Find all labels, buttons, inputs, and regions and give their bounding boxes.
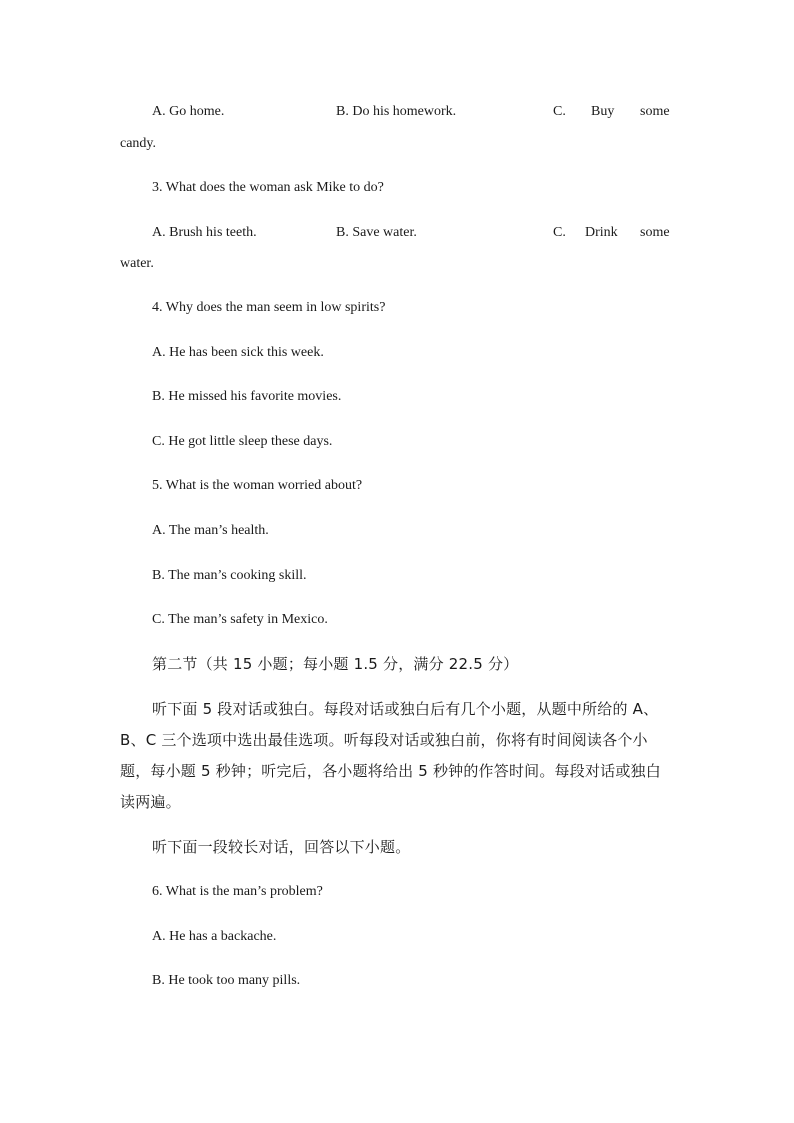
q3-option-c-letter: C. — [553, 225, 566, 240]
q2-option-c-word1: Buy — [591, 104, 615, 119]
q3-option-c-word2: some — [640, 225, 670, 240]
q6-option-b: B. He took too many pills. — [152, 973, 301, 988]
q3-option-a: A. Brush his teeth. — [152, 225, 257, 240]
q5-option-a: A. The man’s health. — [152, 523, 269, 538]
section2-instruction-line3: 题，每小题 5 秒钟；听完后，各小题将给出 5 秒钟的作答时间。每段对话或独白 — [120, 762, 661, 780]
q2-option-b: B. Do his homework. — [336, 104, 457, 119]
section2-subheading: 听下面一段较长对话，回答以下小题。 — [152, 838, 411, 856]
q5-stem: 5. What is the woman worried about? — [152, 478, 363, 493]
q3-option-c-wrap: water. — [120, 256, 154, 271]
q3-option-b: B. Save water. — [336, 225, 417, 240]
q4-option-c: C. He got little sleep these days. — [152, 434, 333, 449]
section2-title: 第二节（共 15 小题；每小题 1.5 分，满分 22.5 分） — [152, 655, 519, 673]
q4-option-a: A. He has been sick this week. — [152, 345, 324, 360]
section2-instruction-line1: 听下面 5 段对话或独白。每段对话或独白后有几个小题，从题中所给的 A、 — [152, 700, 659, 718]
q2-option-c-wrap: candy. — [120, 136, 157, 151]
q2-option-a: A. Go home. — [152, 104, 225, 119]
q6-stem: 6. What is the man’s problem? — [152, 884, 323, 899]
q3-option-c-word1: Drink — [585, 225, 618, 240]
q6-option-a: A. He has a backache. — [152, 929, 277, 944]
section2-instruction-line4: 读两遍。 — [120, 793, 181, 811]
q2-option-c-letter: C. — [553, 104, 566, 119]
q4-option-b: B. He missed his favorite movies. — [152, 389, 342, 404]
q4-stem: 4. Why does the man seem in low spirits? — [152, 300, 386, 315]
q5-option-b: B. The man’s cooking skill. — [152, 568, 307, 583]
q2-option-c-word2: some — [640, 104, 670, 119]
section2-instruction-line2: B、C 三个选项中选出最佳选项。听每段对话或独白前，你将有时间阅读各个小 — [120, 731, 648, 749]
q3-stem: 3. What does the woman ask Mike to do? — [152, 180, 384, 195]
q5-option-c: C. The man’s safety in Mexico. — [152, 612, 328, 627]
